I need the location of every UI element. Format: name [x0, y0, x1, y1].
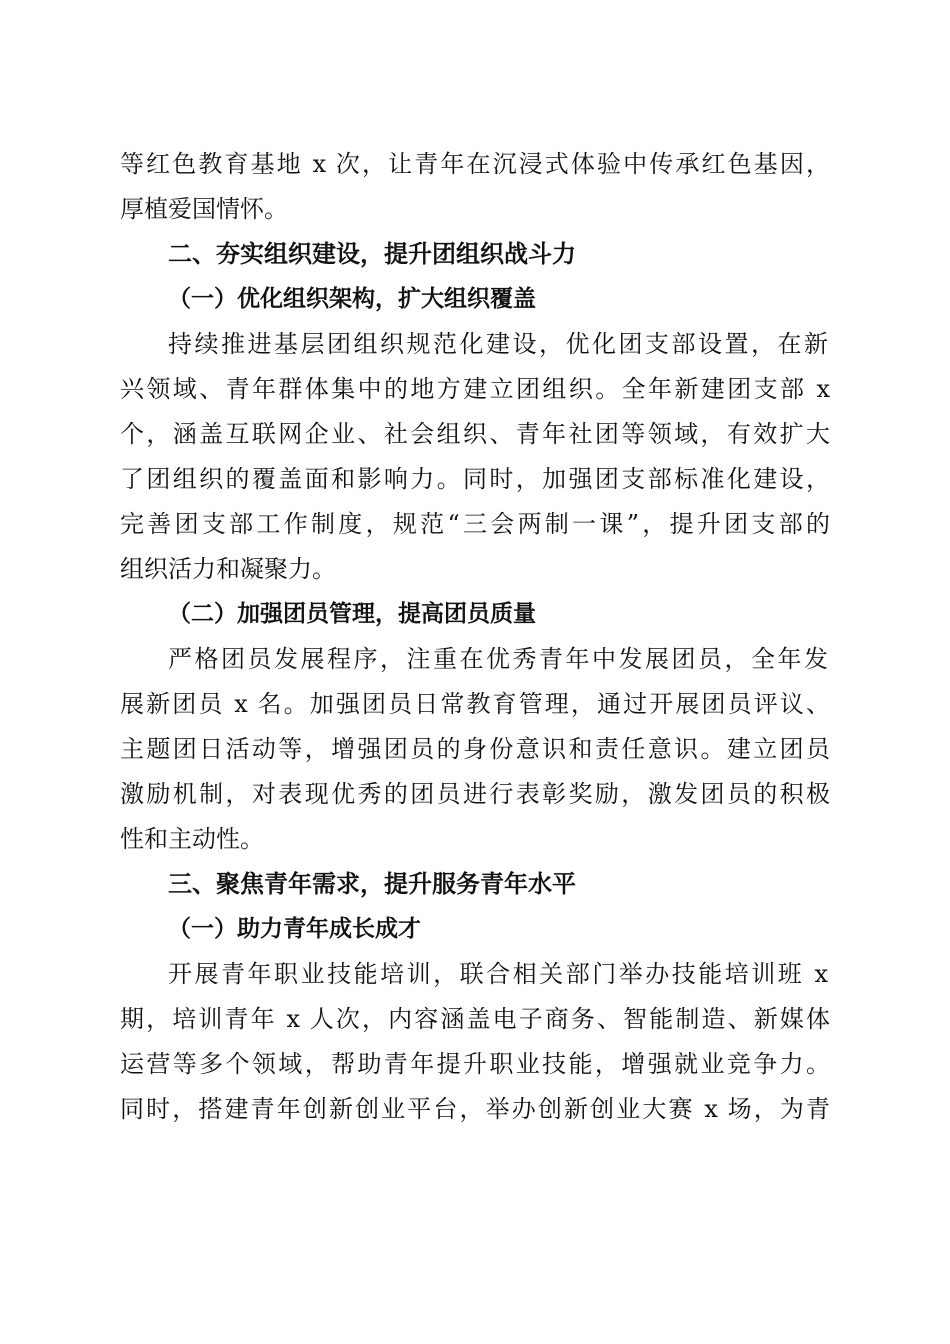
subsection-heading: （一）助力青年成长成才: [168, 915, 421, 942]
subsection-heading: （二）加强团员管理，提高团员质量: [168, 600, 536, 627]
body-line: 主题团日活动等，增强团员的身份意识和责任意识。建立团员: [120, 735, 830, 763]
body-line: 了团组织的覆盖面和影响力。同时，加强团支部标准化建设，: [120, 465, 830, 493]
body-line: 厚植爱国情怀。: [120, 195, 288, 223]
body-line: 激励机制，对表现优秀的团员进行表彰奖励，激发团员的积极: [120, 780, 830, 808]
section-heading: 二、夯实组织建设，提升团组织战斗力: [168, 240, 576, 268]
body-line: 等红色教育基地 x 次，让青年在沉浸式体验中传承红色基因，: [120, 150, 830, 178]
subsection-heading: （一）优化组织架构，扩大组织覆盖: [168, 285, 536, 312]
body-line: 同时，搭建青年创新创业平台，举办创新创业大赛 x 场，为青: [120, 1095, 830, 1123]
body-line: 完善团支部工作制度，规范“三会两制一课”，提升团支部的: [120, 510, 830, 538]
body-line: 兴领域、青年群体集中的地方建立团组织。全年新建团支部 x: [120, 375, 830, 403]
body-line: 运营等多个领域，帮助青年提升职业技能，增强就业竞争力。: [120, 1050, 830, 1078]
body-line: 期，培训青年 x 人次，内容涵盖电子商务、智能制造、新媒体: [120, 1005, 830, 1033]
body-line: 组织活力和凝聚力。: [120, 555, 336, 583]
body-line: 持续推进基层团组织规范化建设，优化团支部设置，在新: [168, 330, 828, 358]
body-line: 展新团员 x 名。加强团员日常教育管理，通过开展团员评议、: [120, 690, 830, 718]
body-line: 严格团员发展程序，注重在优秀青年中发展团员，全年发: [168, 645, 828, 673]
body-line: 开展青年职业技能培训，联合相关部门举办技能培训班 x: [168, 960, 828, 988]
body-line: 性和主动性。: [120, 825, 264, 853]
body-line: 个，涵盖互联网企业、社会组织、青年社团等领域，有效扩大: [120, 420, 830, 448]
section-heading: 三、聚焦青年需求，提升服务青年水平: [168, 870, 576, 898]
